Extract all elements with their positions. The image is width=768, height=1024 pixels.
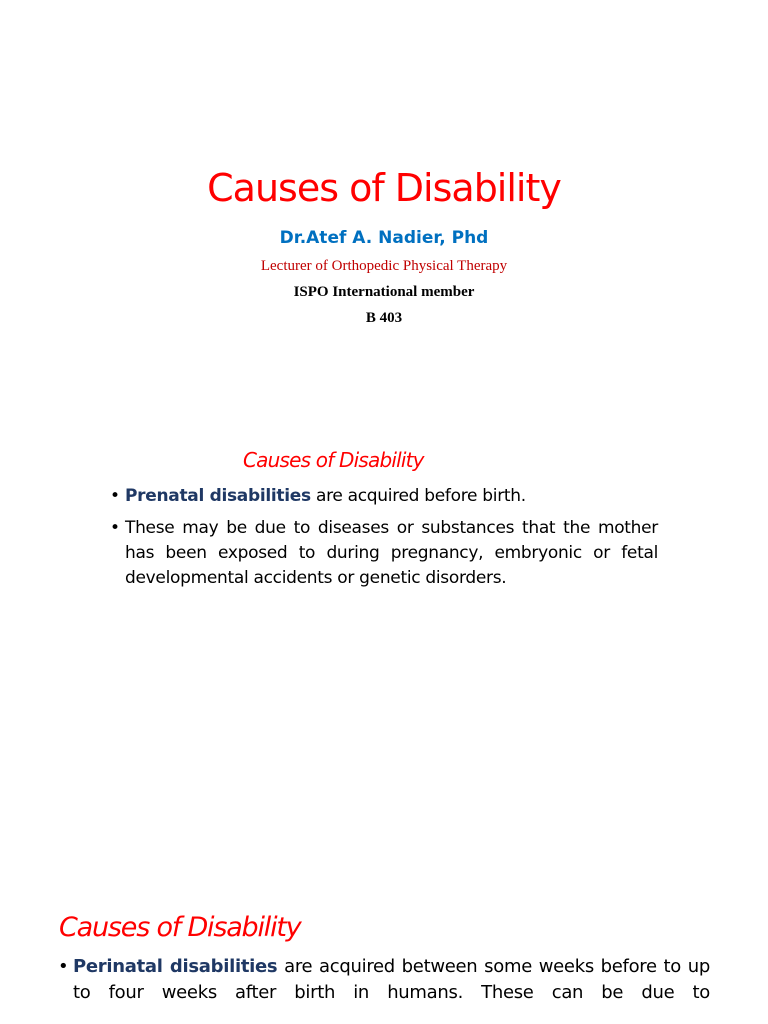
- slide-heading: Causes of Disability: [59, 912, 301, 943]
- author-membership: ISPO International member: [293, 284, 475, 300]
- author-role: Lecturer of Orthopedic Physical Therapy: [260, 258, 508, 274]
- bullet-item: [110, 516, 658, 591]
- slide-heading: Causes of Disability: [243, 448, 424, 472]
- bullet-text: These may be due to diseases or substances that the mother has been exposed to during pregnancy, embryonic or fetal developmental accidents or genetic disorders.: [125, 518, 658, 588]
- bullet-term: Prenatal disabilities: [125, 486, 311, 506]
- bullet-dot-icon: •: [110, 486, 120, 506]
- author-name: Dr.Atef A. Nadier, Phd: [279, 228, 489, 248]
- slide-title: Causes of Disability: [207, 166, 561, 210]
- bullet-dot-icon: •: [58, 956, 69, 977]
- bullet-text: are acquired before birth.: [310, 486, 526, 506]
- bullet-list: [58, 954, 710, 1006]
- bullet-term: Perinatal disabilities: [73, 956, 278, 977]
- prenatal-slide: [0, 430, 768, 880]
- perinatal-slide: [0, 880, 768, 1024]
- bullet-list: [110, 484, 658, 598]
- bullet-text: are acquired between some weeks before to up to four weeks after birth in humans. These can be due to: [73, 956, 710, 1003]
- room-number: B 403: [365, 310, 403, 326]
- bullet-item: [110, 484, 658, 509]
- bullet-dot-icon: •: [110, 518, 120, 538]
- title-slide: [0, 0, 768, 430]
- bullet-item: [58, 954, 710, 1006]
